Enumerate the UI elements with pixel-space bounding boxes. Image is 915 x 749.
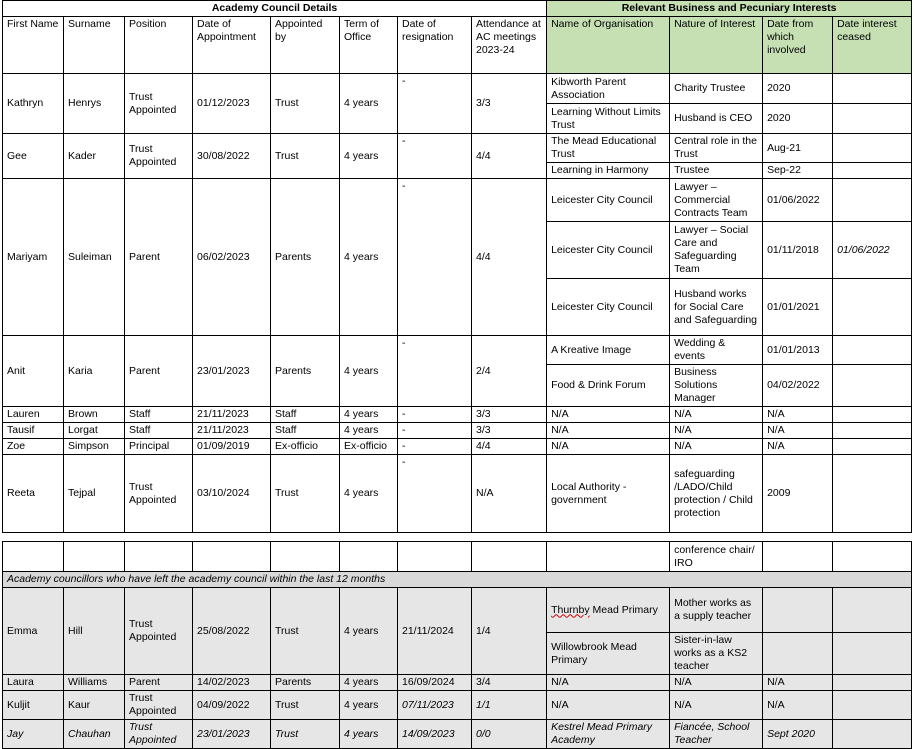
appointment-date-cell: 30/08/2022: [193, 134, 271, 179]
table-row: [3, 179, 912, 222]
term-cell: 4 years: [340, 74, 398, 134]
attendance-cell: 1/4: [472, 588, 547, 675]
organisation-cell: N/A: [547, 439, 670, 455]
appointment-date-cell: 06/02/2023: [193, 179, 271, 336]
nature-cell: Business Solutions Manager: [670, 365, 763, 407]
term-cell: 4 years: [340, 691, 398, 720]
date-from-cell: N/A: [763, 691, 833, 720]
attendance-cell: 4/4: [472, 134, 547, 179]
nature-cell: Central role in the Trust: [670, 134, 763, 163]
header-surname: Surname: [64, 17, 125, 74]
organisation-cell: N/A: [547, 675, 670, 691]
table-row: [3, 691, 912, 720]
date-from-cell: 04/02/2022: [763, 365, 833, 407]
nature-cell: N/A: [670, 439, 763, 455]
organisation-cell: Willowbrook Mead Primary: [547, 633, 670, 675]
table-row: [3, 423, 912, 439]
organisation-cell: [547, 588, 670, 633]
header-first-name: First Name: [3, 17, 64, 74]
nature-cell: Charity Trustee: [670, 74, 763, 104]
appointment-date-cell: 21/11/2023: [193, 407, 271, 423]
appointment-date-cell: 21/11/2023: [193, 423, 271, 439]
nature-cell: Lawyer – Commercial Contracts Team: [670, 179, 763, 222]
appointed-by-cell: Trust: [271, 455, 340, 533]
appointment-date-cell: 25/08/2022: [193, 588, 271, 675]
date-from-cell: 01/06/2022: [763, 179, 833, 222]
attendance-cell: 3/3: [472, 74, 547, 134]
appointed-by-cell: Trust: [271, 720, 340, 749]
term-cell: 4 years: [340, 720, 398, 749]
resignation-cell: -: [398, 134, 472, 179]
surname-cell: Karia: [64, 336, 125, 407]
date-from-cell: [763, 633, 833, 675]
header-position: Position: [125, 17, 193, 74]
organisation-cell: Leicester City Council: [547, 179, 670, 222]
nature-cell: Trustee: [670, 163, 763, 179]
first-name-cell: Gee: [3, 134, 64, 179]
date-ceased-cell: [833, 134, 912, 163]
table-row: [3, 134, 912, 163]
nature-cell: N/A: [670, 691, 763, 720]
table-row: [3, 336, 912, 365]
position-cell: Trust Appointed: [125, 455, 193, 533]
date-from-cell: 01/11/2018: [763, 222, 833, 279]
position-cell: Trust Appointed: [125, 588, 193, 675]
date-ceased-cell: [833, 336, 912, 365]
nature-cell: Sister-in-law works as a KS2 teacher: [670, 633, 763, 675]
organisation-cell: Learning in Harmony: [547, 163, 670, 179]
date-ceased-cell: [833, 179, 912, 222]
surname-cell: Tejpal: [64, 455, 125, 533]
resignation-cell: 07/11/2023: [398, 691, 472, 720]
nature-cell: Fiancée, School Teacher: [670, 720, 763, 749]
surname-cell: Suleiman: [64, 179, 125, 336]
date-from-cell: 01/01/2021: [763, 279, 833, 336]
date-ceased-cell: [833, 588, 912, 633]
date-ceased-cell: [833, 163, 912, 179]
date-from-cell: Sept 2020: [763, 720, 833, 749]
academy-council-table: [2, 0, 912, 749]
position-cell: Trust Appointed: [125, 720, 193, 749]
date-ceased-cell: [833, 720, 912, 749]
section-business-interests: Relevant Business and Pecuniary Interests: [547, 1, 912, 17]
header-appointed-by: Appointed by: [271, 17, 340, 74]
date-ceased-cell: [833, 104, 912, 134]
resignation-cell: -: [398, 439, 472, 455]
header-nature-of-interest: Nature of Interest: [670, 17, 763, 74]
attendance-cell: 4/4: [472, 179, 547, 336]
term-cell: 4 years: [340, 455, 398, 533]
table-row: [3, 74, 912, 104]
nature-cell: Husband works for Social Care and Safeguarding: [670, 279, 763, 336]
resignation-cell: 14/09/2023: [398, 720, 472, 749]
resignation-cell: -: [398, 423, 472, 439]
term-cell: 4 years: [340, 336, 398, 407]
nature-cell: Husband is CEO: [670, 104, 763, 134]
table-row: [3, 455, 912, 533]
surname-cell: Chauhan: [64, 720, 125, 749]
appointment-date-cell: 03/10/2024: [193, 455, 271, 533]
nature-cell: Mother works as a supply teacher: [670, 588, 763, 633]
header-date-of-resignation: Date of resignation: [398, 17, 472, 74]
term-cell: Ex-officio: [340, 439, 398, 455]
date-from-cell: N/A: [763, 407, 833, 423]
nature-cell: N/A: [670, 407, 763, 423]
first-name-cell: Anit: [3, 336, 64, 407]
position-cell: Parent: [125, 336, 193, 407]
organisation-cell: N/A: [547, 407, 670, 423]
surname-cell: Henrys: [64, 74, 125, 134]
date-from-cell: Aug-21: [763, 134, 833, 163]
organisation-cell: A Kreative Image: [547, 336, 670, 365]
first-name-cell: Laura: [3, 675, 64, 691]
organisation-cell: The Mead Educational Trust: [547, 134, 670, 163]
resignation-cell: -: [398, 74, 472, 134]
appointed-by-cell: Trust: [271, 74, 340, 134]
date-ceased-cell: [833, 691, 912, 720]
attendance-cell: 0/0: [472, 720, 547, 749]
date-ceased-cell: [833, 365, 912, 407]
date-ceased-cell: [833, 74, 912, 104]
table-row: [3, 675, 912, 691]
date-ceased-cell: [833, 455, 912, 533]
attendance-cell: N/A: [472, 455, 547, 533]
date-ceased-cell: [833, 675, 912, 691]
term-cell: 4 years: [340, 179, 398, 336]
date-ceased-cell: 01/06/2022: [833, 222, 912, 279]
date-ceased-cell: [833, 439, 912, 455]
term-cell: 4 years: [340, 588, 398, 675]
organisation-name-part: Mead Primary: [589, 603, 658, 616]
surname-cell: Simpson: [64, 439, 125, 455]
header-date-ceased: Date interest ceased: [833, 17, 912, 74]
resignation-cell: 21/11/2024: [398, 588, 472, 675]
surname-cell: Lorgat: [64, 423, 125, 439]
date-ceased-cell: [833, 407, 912, 423]
date-ceased-cell: [833, 423, 912, 439]
nature-cell: N/A: [670, 675, 763, 691]
nature-cell: Lawyer – Social Care and Safeguarding Team: [670, 222, 763, 279]
appointment-date-cell: 01/12/2023: [193, 74, 271, 134]
position-cell: Trust Appointed: [125, 691, 193, 720]
header-name-of-organisation: Name of Organisation: [547, 17, 670, 74]
date-from-cell: [763, 588, 833, 633]
appointed-by-cell: Parents: [271, 336, 340, 407]
resignation-cell: -: [398, 407, 472, 423]
position-cell: Trust Appointed: [125, 134, 193, 179]
date-from-cell: N/A: [763, 423, 833, 439]
nature-cell: conference chair/ IRO: [670, 542, 763, 572]
resignation-cell: -: [398, 179, 472, 336]
attendance-cell: 3/3: [472, 423, 547, 439]
organisation-cell: Local Authority - government: [547, 455, 670, 533]
date-from-cell: 2020: [763, 74, 833, 104]
first-name-cell: Mariyam: [3, 179, 64, 336]
appointed-by-cell: Ex-officio: [271, 439, 340, 455]
page-break: [3, 533, 912, 542]
organisation-name-part: Thurnby: [551, 603, 590, 616]
attendance-cell: 2/4: [472, 336, 547, 407]
first-name-cell: Kathryn: [3, 74, 64, 134]
surname-cell: Kader: [64, 134, 125, 179]
surname-cell: Williams: [64, 675, 125, 691]
table-row: [3, 720, 912, 749]
appointed-by-cell: Trust: [271, 134, 340, 179]
position-cell: Trust Appointed: [125, 74, 193, 134]
surname-cell: Brown: [64, 407, 125, 423]
attendance-cell: 3/4: [472, 675, 547, 691]
nature-cell: N/A: [670, 423, 763, 439]
former-members-title: Academy councillors who have left the academy council within the last 12 months: [3, 572, 912, 588]
position-cell: Staff: [125, 423, 193, 439]
appointment-date-cell: 23/01/2023: [193, 336, 271, 407]
first-name-cell: Kuljit: [3, 691, 64, 720]
date-from-cell: N/A: [763, 675, 833, 691]
first-name-cell: Jay: [3, 720, 64, 749]
surname-cell: Kaur: [64, 691, 125, 720]
appointed-by-cell: Staff: [271, 423, 340, 439]
organisation-cell: Kestrel Mead Primary Academy: [547, 720, 670, 749]
resignation-cell: -: [398, 336, 472, 407]
first-name-cell: Lauren: [3, 407, 64, 423]
appointment-date-cell: 14/02/2023: [193, 675, 271, 691]
header-term-of-office: Term of Office: [340, 17, 398, 74]
date-from-cell: 2020: [763, 104, 833, 134]
date-from-cell: 01/01/2013: [763, 336, 833, 365]
appointed-by-cell: Staff: [271, 407, 340, 423]
organisation-cell: Kibworth Parent Association: [547, 74, 670, 104]
appointed-by-cell: Parents: [271, 675, 340, 691]
term-cell: 4 years: [340, 423, 398, 439]
position-cell: Principal: [125, 439, 193, 455]
attendance-cell: 4/4: [472, 439, 547, 455]
organisation-cell: Leicester City Council: [547, 222, 670, 279]
position-cell: Staff: [125, 407, 193, 423]
date-ceased-cell: [833, 633, 912, 675]
first-name-cell: Tausif: [3, 423, 64, 439]
date-ceased-cell: [833, 279, 912, 336]
organisation-cell: N/A: [547, 423, 670, 439]
organisation-cell: N/A: [547, 691, 670, 720]
organisation-cell: Leicester City Council: [547, 279, 670, 336]
header-attendance: Attendance at AC meetings 2023-24: [472, 17, 547, 74]
attendance-cell: 3/3: [472, 407, 547, 423]
table-row: [3, 542, 912, 572]
table-row: [3, 439, 912, 455]
date-from-cell: 2009: [763, 455, 833, 533]
position-cell: Parent: [125, 179, 193, 336]
term-cell: 4 years: [340, 134, 398, 179]
appointed-by-cell: Trust: [271, 691, 340, 720]
table-row: [3, 588, 912, 633]
organisation-cell: Learning Without Limits Trust: [547, 104, 670, 134]
surname-cell: Hill: [64, 588, 125, 675]
header-date-of-appointment: Date of Appointment: [193, 17, 271, 74]
appointment-date-cell: 04/09/2022: [193, 691, 271, 720]
organisation-cell: Food & Drink Forum: [547, 365, 670, 407]
nature-cell: safeguarding /LADO/Child protection / Child protection: [670, 455, 763, 533]
nature-cell: Wedding & events: [670, 336, 763, 365]
appointed-by-cell: Trust: [271, 588, 340, 675]
header-date-from: Date from which involved: [763, 17, 833, 74]
term-cell: 4 years: [340, 407, 398, 423]
first-name-cell: Reeta: [3, 455, 64, 533]
resignation-cell: -: [398, 455, 472, 533]
position-cell: Parent: [125, 675, 193, 691]
appointed-by-cell: Parents: [271, 179, 340, 336]
term-cell: 4 years: [340, 675, 398, 691]
appointment-date-cell: 01/09/2019: [193, 439, 271, 455]
first-name-cell: Emma: [3, 588, 64, 675]
date-from-cell: Sep-22: [763, 163, 833, 179]
first-name-cell: Zoe: [3, 439, 64, 455]
section-academy-council-details: Academy Council Details: [3, 1, 547, 17]
attendance-cell: 1/1: [472, 691, 547, 720]
resignation-cell: 16/09/2024: [398, 675, 472, 691]
date-from-cell: N/A: [763, 439, 833, 455]
table-row: [3, 407, 912, 423]
appointment-date-cell: 23/01/2023: [193, 720, 271, 749]
